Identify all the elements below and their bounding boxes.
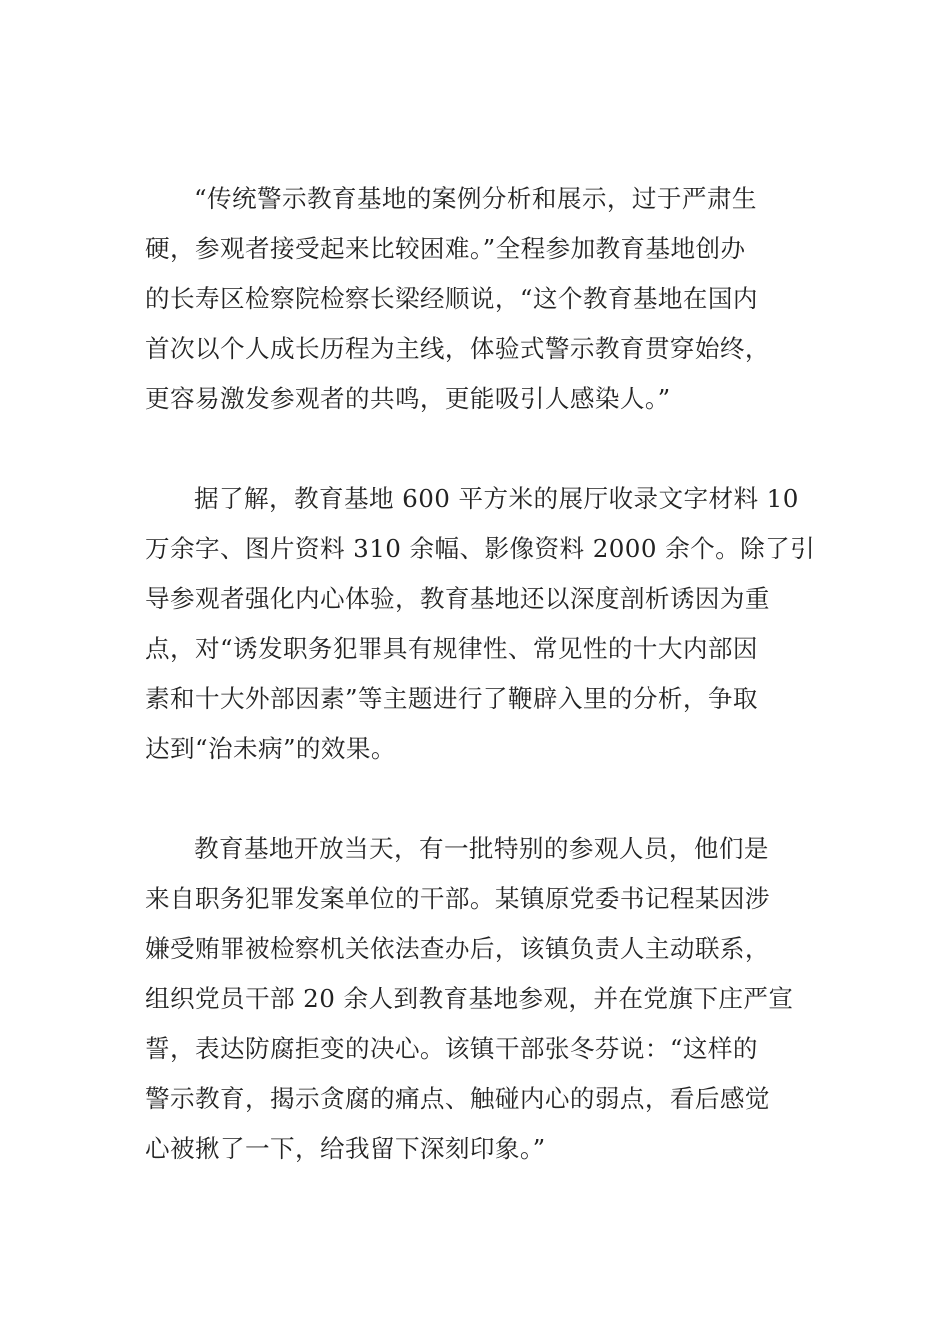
paragraph-line: 的长寿区检察院检察长梁经顺说，“这个教育基地在国内 [145, 284, 758, 313]
paragraph-line: 教育基地开放当天，有一批特别的参观人员，他们是 [194, 834, 769, 863]
paragraph-line: “传统警示教育基地的案例分析和展示，过于严肃生 [194, 184, 757, 213]
paragraph-line: 素和十大外部因素”等主题进行了鞭辟入里的分析，争取 [145, 684, 758, 713]
paragraph-line: 导参观者强化内心体验，教育基地还以深度剖析诱因为重 [145, 584, 770, 613]
paragraph-line: 组织党员干部 20 余人到教育基地参观，并在党旗下庄严宣 [145, 984, 794, 1013]
paragraph-line: 达到“治未病”的效果。 [145, 734, 396, 763]
paragraph-line: 硬，参观者接受起来比较困难。”全程参加教育基地创办 [145, 234, 746, 263]
paragraph-2 [145, 474, 816, 774]
paragraph-line: 嫌受贿罪被检察机关依法查办后，该镇负责人主动联系， [145, 934, 770, 963]
paragraph-1 [145, 174, 805, 424]
paragraph-line: 万余字、图片资料 310 余幅、影像资料 2000 余个。除了引 [145, 534, 816, 563]
paragraph-line: 誓，表达防腐拒变的决心。该镇干部张冬芬说：“这样的 [145, 1034, 758, 1063]
paragraph-line: 点，对“诱发职务犯罪具有规律性、常见性的十大内部因 [145, 634, 758, 663]
paragraph-line: 据了解，教育基地 600 平方米的展厅收录文字材料 10 [194, 484, 799, 513]
paragraph-line: 更容易激发参观者的共鸣，更能吸引人感染人。” [145, 384, 671, 413]
paragraph-line: 心被揪了一下，给我留下深刻印象。” [145, 1134, 546, 1163]
paragraph-line: 首次以个人成长历程为主线，体验式警示教育贯穿始终， [145, 334, 770, 363]
paragraph-line: 来自职务犯罪发案单位的干部。某镇原党委书记程某因涉 [145, 884, 770, 913]
paragraph-line: 警示教育，揭示贪腐的痛点、触碰内心的弱点，看后感觉 [145, 1084, 770, 1113]
paragraph-3 [145, 824, 805, 1174]
